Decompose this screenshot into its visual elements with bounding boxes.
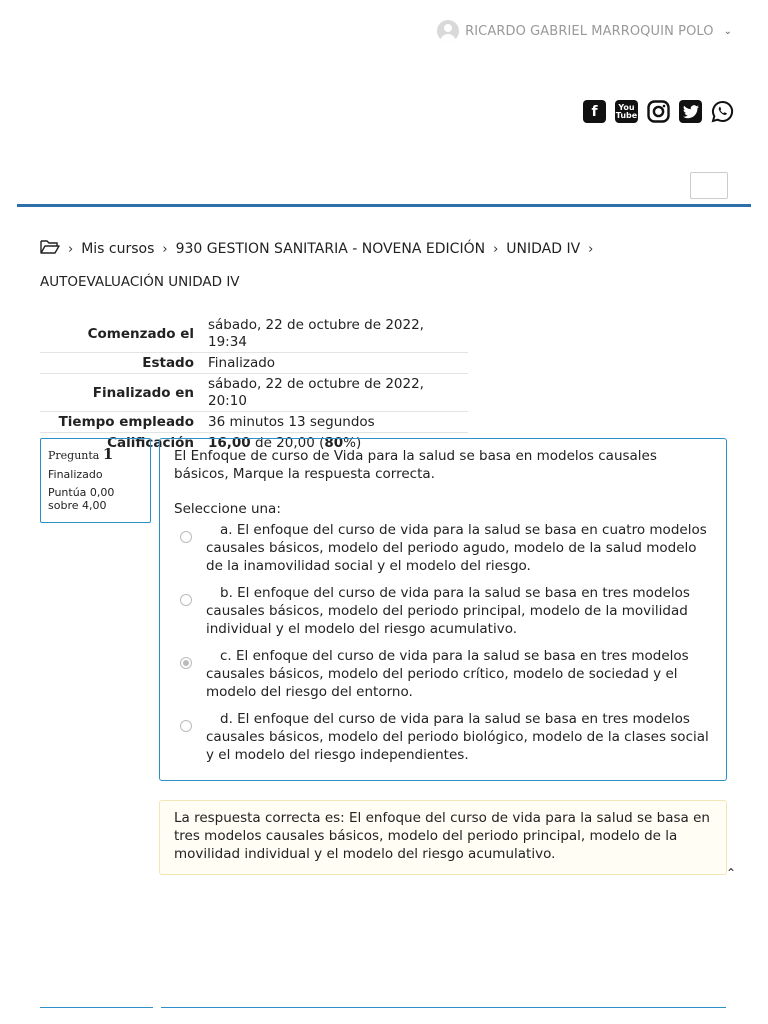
grade-end: %) <box>343 435 362 451</box>
chevron-down-icon: ⌄ <box>723 25 732 37</box>
answer-option-d[interactable] <box>174 710 712 764</box>
table-row <box>40 412 468 433</box>
table-row <box>40 353 468 374</box>
social-links <box>583 100 734 123</box>
chevron-right-icon: › <box>68 241 74 257</box>
answer-option-b[interactable] <box>174 584 712 638</box>
option-text: a. El enfoque del curso de vida para la salud se basa en cuatro modelos causales básicos, modelo del periodo agudo, modelo de la salud modelo de la inamovilidad social y el modelo del riesgo. <box>206 522 707 574</box>
chevron-right-icon: › <box>588 241 594 257</box>
breadcrumb <box>40 238 601 260</box>
table-row <box>40 374 468 412</box>
grade-percent: 80 <box>324 435 344 451</box>
answer-option-a[interactable] <box>174 521 712 575</box>
chevron-right-icon: › <box>162 241 168 257</box>
summary-label: Estado <box>40 353 202 374</box>
breadcrumb-current[interactable]: AUTOEVALUACIÓN UNIDAD IV <box>40 274 240 290</box>
summary-value: 36 minutos 13 segundos <box>202 412 468 433</box>
breadcrumb-course[interactable]: 930 GESTION SANITARIA - NOVENA EDICIÓN <box>175 241 486 257</box>
breadcrumb-unit[interactable]: UNIDAD IV <box>506 241 581 257</box>
correct-answer-feedback: La respuesta correcta es: El enfoque del curso de vida para la salud se basa en tres modelos causales básicos, modelo del periodo principal, modelo de la movilidad individual y el modelo del riesgo acumulativo. <box>159 800 727 875</box>
summary-label: Tiempo empleado <box>40 412 202 433</box>
grade-mid: de 20,00 ( <box>250 435 325 451</box>
summary-label: Calificación <box>40 433 202 454</box>
instagram-icon[interactable] <box>647 100 670 123</box>
summary-label: Comenzado el <box>87 325 194 342</box>
chevron-right-icon: › <box>493 241 499 257</box>
attempt-summary-table <box>40 315 468 453</box>
radio-d[interactable] <box>180 720 192 732</box>
question-number-value: 1 <box>102 445 114 463</box>
option-text: b. El enfoque del curso de vida para la salud se basa en tres modelos causales básicos, modelo del periodo principal, modelo de la movilidad individual y el modelo del riesgo acumulativo. <box>206 585 690 637</box>
whatsapp-icon[interactable] <box>711 100 734 123</box>
summary-value: sábado, 22 de octubre de 2022, 19:34 <box>208 317 424 350</box>
next-question-info-edge <box>40 1007 153 1008</box>
radio-b[interactable] <box>180 594 192 606</box>
option-text: c. El enfoque del curso de vida para la salud se basa en tres modelos causales básicos, modelo del periodo crítico, modelo de sociedad y el modelo del riesgo del entorno. <box>206 648 689 700</box>
username: RICARDO GABRIEL MARROQUIN POLO <box>465 23 714 39</box>
youtube-icon[interactable]: You Tube <box>615 100 638 123</box>
question-points: Puntúa 0,00 sobre 4,00 <box>48 486 115 512</box>
summary-value: sábado, 22 de octubre de 2022, 20:10 <box>202 374 468 412</box>
chevron-up-icon[interactable]: ⌃ <box>726 866 737 880</box>
table-row <box>40 315 468 353</box>
radio-c[interactable] <box>180 657 192 669</box>
breadcrumb-mis-cursos[interactable]: Mis cursos <box>81 241 155 257</box>
twitter-icon[interactable] <box>679 100 702 123</box>
next-question-content-edge <box>161 1007 726 1008</box>
user-menu[interactable] <box>437 20 732 42</box>
question-state: Finalizado <box>48 468 103 481</box>
question-info <box>40 438 151 523</box>
grade-score: 16,00 <box>208 435 251 451</box>
question-content <box>159 438 727 781</box>
search-toggle-box[interactable] <box>690 172 728 199</box>
question-prefix: Pregunta <box>48 449 100 462</box>
question-number <box>48 445 143 463</box>
summary-label: Finalizado en <box>40 374 202 412</box>
folder-icon <box>40 238 60 260</box>
facebook-icon[interactable]: f <box>583 100 606 123</box>
radio-a[interactable] <box>180 531 192 543</box>
select-one-label: Seleccione una: <box>174 501 281 517</box>
answer-option-c[interactable] <box>174 647 712 701</box>
header-divider <box>17 204 751 207</box>
summary-value: Finalizado <box>202 353 468 374</box>
question-text: El Enfoque de curso de Vida para la salud se basa en modelos causales básicos, Marque la respuesta correcta. <box>174 448 657 482</box>
option-text: d. El enfoque del curso de vida para la salud se basa en tres modelos causales básicos, modelo del periodo biológico, modelo de la clases social y el modelo del riesgo independientes. <box>206 711 709 763</box>
avatar <box>437 20 459 42</box>
